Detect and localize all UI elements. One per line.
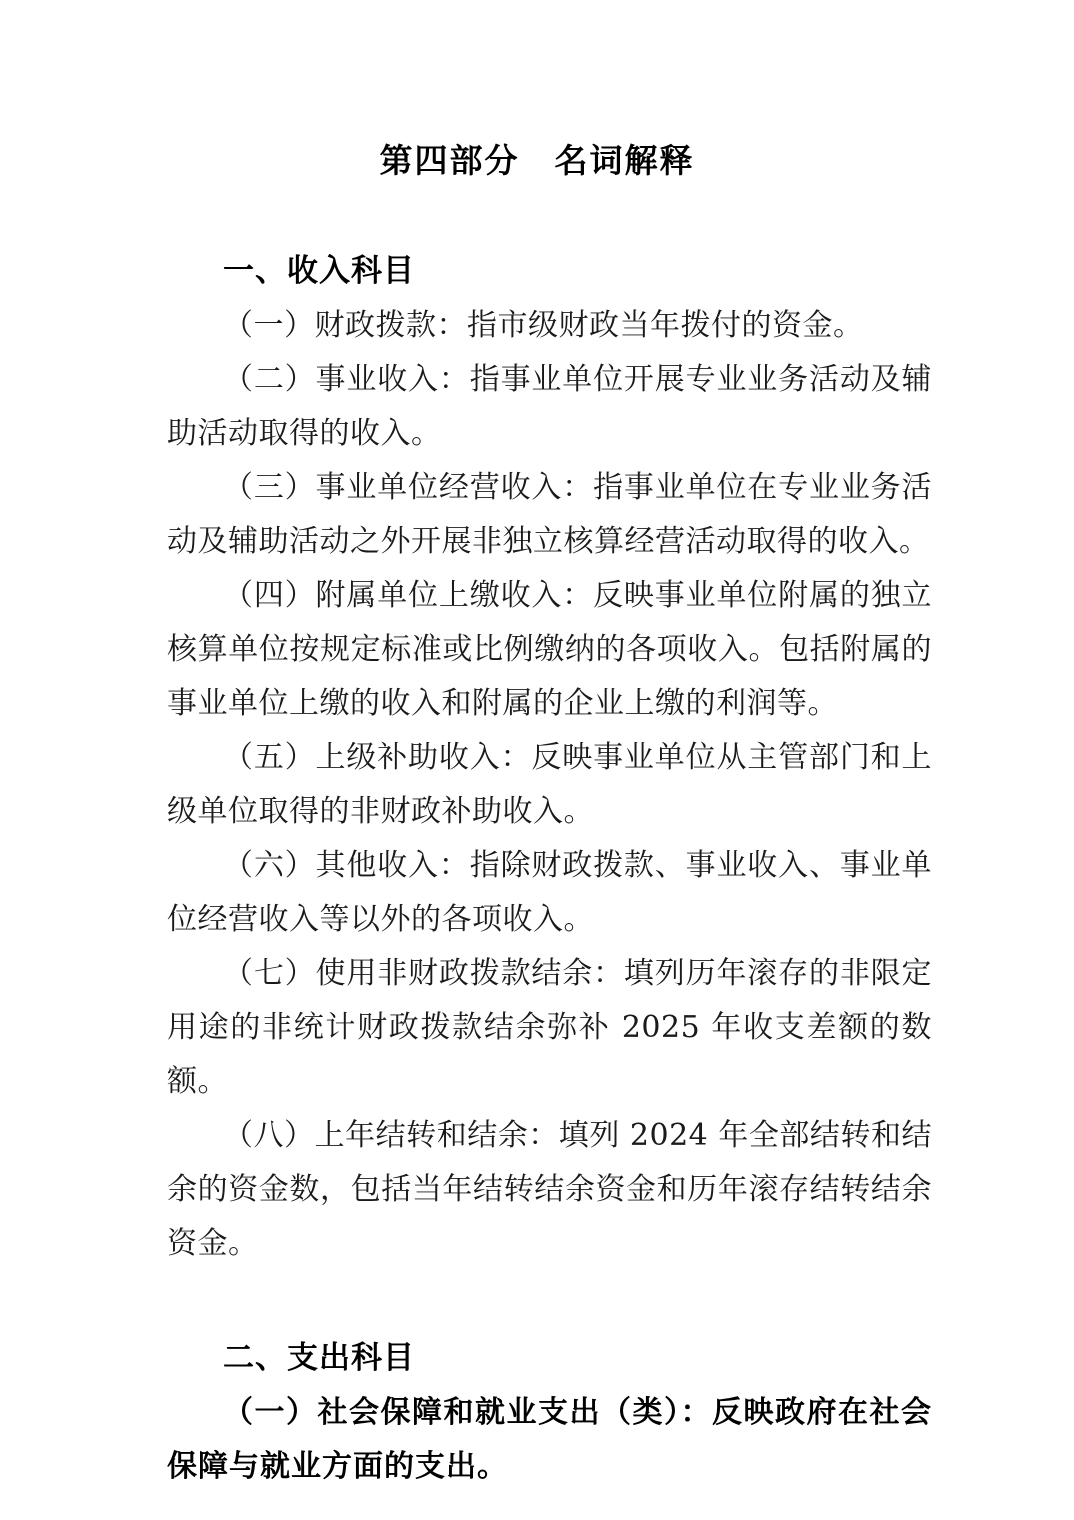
income-item-5: （五）上级补助收入：反映事业单位从主管部门和上级单位取得的非财政补助收入。: [167, 740, 932, 829]
section-expense-subjects: [167, 1338, 932, 1494]
document-title: 第四部分 名词解释: [379, 142, 695, 179]
income-item-3: （三）事业单位经营收入：指事业单位在专业业务活动及辅助活动之外开展非独立核算经营活动取得的收入。: [167, 470, 932, 559]
section-heading-income: 一、收入科目: [223, 253, 415, 288]
income-item-1: （一）财政拨款：指市级财政当年拨付的资金。: [223, 308, 864, 343]
section-income-subjects: [167, 251, 932, 1271]
content-area: [0, 251, 1074, 1494]
income-item-8: （八）上年结转和结余：填列 2024 年全部结转和结余的资金数，包括当年结转结余资金和历年滚存结转结余资金。: [167, 1118, 932, 1261]
expense-item-1: （一）社会保障和就业支出（类）：反映政府在社会保障与就业方面的支出。: [167, 1395, 932, 1484]
income-item-2: （二）事业收入：指事业单位开展专业业务活动及辅助活动取得的收入。: [167, 362, 932, 451]
income-item-6: （六）其他收入：指除财政拨款、事业收入、事业单位经营收入等以外的各项收入。: [167, 848, 932, 937]
income-item-4: （四）附属单位上缴收入：反映事业单位附属的独立核算单位按规定标准或比例缴纳的各项收入。包括附属的事业单位上缴的收入和附属的企业上缴的利润等。: [167, 578, 932, 721]
income-item-7: （七）使用非财政拨款结余：填列历年滚存的非限定用途的非统计财政拨款结余弥补 2025 年收支差额的数额。: [167, 956, 932, 1099]
section-heading-expense: 二、支出科目: [223, 1340, 415, 1375]
